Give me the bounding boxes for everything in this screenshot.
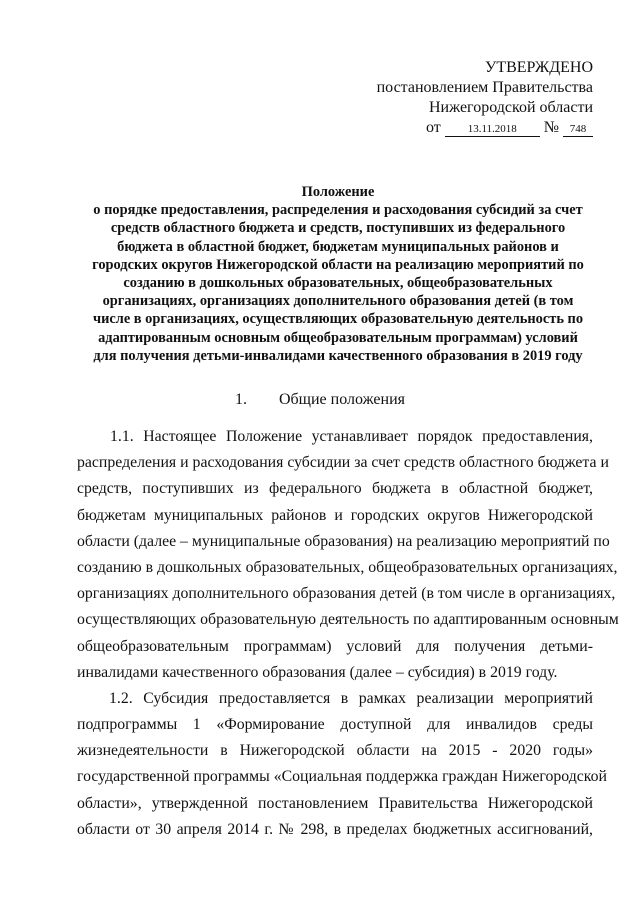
section-title: Общие положения [278,391,406,408]
paragraph-line: распределения и расходования субсидии за счет средств областного бюджета и [77,454,609,472]
paragraph-line: общеобразовательным программам) условий для получения детьми- [77,637,593,655]
paragraph-line: 1.2. Субсидия предоставляется в рамках реализации мероприятий [109,689,593,707]
paragraph-line: средств, поступивших из федерального бюджета в областной бюджет, [77,480,593,498]
document-title [70,183,606,365]
paragraph-line: жизнедеятельности в Нижегородской области на 2015 - 2020 годы» [77,742,593,760]
title-line: средств областного бюджета и средств, поступивших из федерального [110,220,566,237]
approval-heading: УТВЕРЖДЕНО [484,59,593,76]
title-line: для получения детьми-инвалидами качественного образования в 2019 году [93,347,583,364]
title-line: адаптированным основным общеобразовательным программам) условий [98,329,578,346]
approval-date-line [293,118,593,138]
body-text [77,424,619,843]
approval-number: 748 [563,122,593,137]
paragraph-line: инвалидами качественного образования (далее – субсидия) в 2019 году. [77,663,558,681]
paragraph-line: 1.1. Настоящее Положение устанавливает порядок предоставления, [110,428,593,445]
date-prefix: от [425,119,441,136]
approval-date: 13.11.2018 [445,122,540,137]
approval-stamp [293,58,593,138]
title-line: созданию в дошкольных образовательных, общеобразовательных [123,275,553,292]
number-sign: № [543,119,559,136]
paragraph-line: области», утвержденной постановлением Правительства Нижегородской [77,794,593,812]
paragraph-line: области (далее – муниципальные образования) на реализацию мероприятий по [77,532,610,550]
title-line: бюджета в областной бюджет, бюджетам муниципальных районов и [117,238,559,255]
paragraph-line: бюджетам муниципальных районов и городских округов Нижегородской [77,506,593,524]
paragraph-line: организациях дополнительного образования детей (в том числе в организациях, [77,585,616,603]
paragraph-line: созданию в дошкольных образовательных, общеобразовательных организациях, [77,558,618,576]
paragraph-line: государственной программы «Социальная поддержка граждан Нижегородской [77,768,608,786]
approval-issuer: постановлением Правительства [376,79,593,96]
paragraph-line: области от 30 апреля 2014 г. № 298, в пределах бюджетных ассигнований, [77,820,593,838]
section-heading [0,390,640,410]
approval-region: Нижегородской области [428,99,593,116]
title-line: городских округов Нижегородской области на реализацию мероприятий по [92,256,584,273]
section-number: 1. [234,391,247,408]
paragraph-line: подпрограммы 1 «Формирование доступной для инвалидов среды [77,716,593,734]
title-line: организациях, организациях дополнительного образования детей (в том [102,293,574,310]
paragraph-line: осуществляющих образовательную деятельность по адаптированным основным [77,611,619,629]
title-line: Положение [301,184,375,200]
title-line: числе в организациях, осуществляющих образовательную деятельность по [92,311,584,328]
title-line: о порядке предоставления, распределения и расходования субсидий за счет [93,202,583,219]
